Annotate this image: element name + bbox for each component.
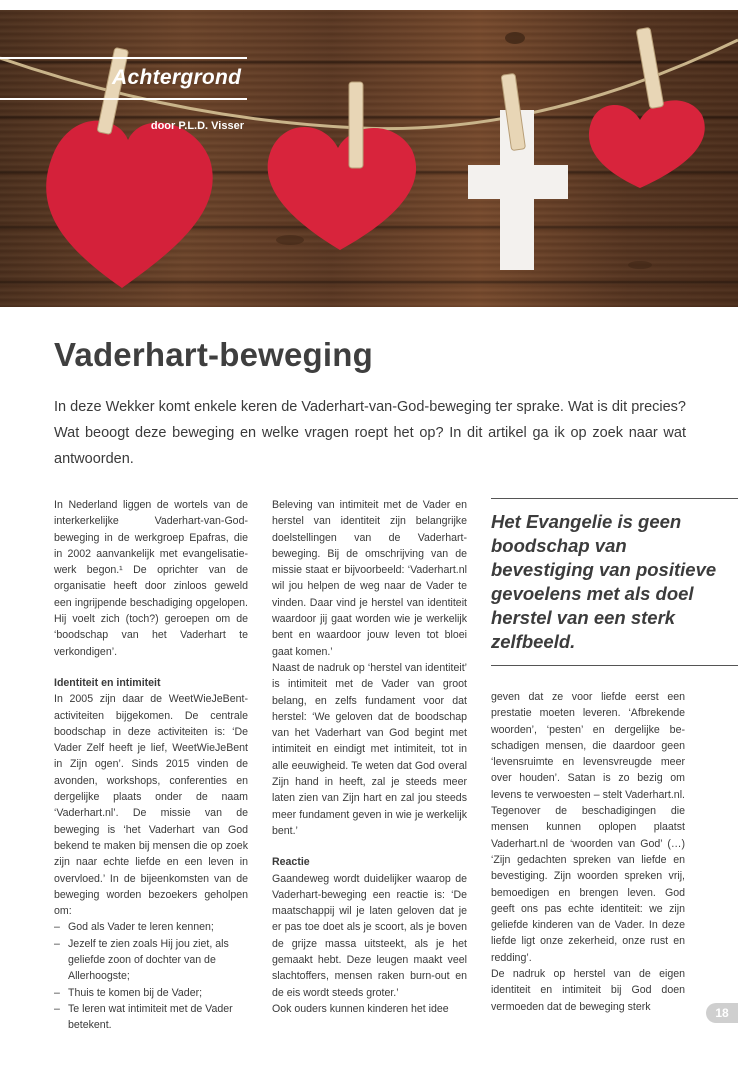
- paragraph: In 2005 zijn daar de WeetWieJeBent-activiteiten bijgekomen. De centrale boodschap in deze activiteiten is: ‘De Vader Zelf heeft je lief, WeetWieJeBent in Zijn ogen’. Sinds 2015 vinden de avonden, workshops, conferenties en dergelijke plaats onder de naam ‘Vaderhart.nl’. De missie van de beweging is ‘het Vaderhart van God bekend te maken bij mensen die op zoek zijn naar echte liefde en een leven in overvloed.’ In de bijeenkomsten van de beweging worden bezoekers geholpen om:: [54, 693, 248, 918]
- paragraph: Ook ouders kunnen kinderen het idee: [272, 1002, 449, 1015]
- subheading-reactie: Reactie: [272, 856, 310, 869]
- goal-list: [54, 919, 248, 1033]
- heart-2-icon: [268, 127, 416, 250]
- column-2: [272, 497, 467, 1017]
- column-1: [54, 497, 248, 1034]
- hearts-and-cross-illustration: [0, 10, 738, 307]
- paragraph: geven dat ze voor liefde eerst een prestatie moeten leveren. ‘Afbrekende woorden’, ‘pesten’ en dergelijke beschadigen mensen, die daardoor geen ‘levensruimte en levensvreugde meer over houden’. Satan is zo bezig om levens te verwoesten – stelt Vaderhart.nl. Tegenover de beschadigingen die mensen kunnen oplopen plaatst Vaderhart.nl de ‘woorden van God’ (…) ‘Zijn gedachten spreken van liefde en bevestiging. Zijn woorden spreken vrij, bemoedigen en brengen leven. God geeft ons pas echte identiteit: we zijn geliefde kinderen van de Vader. In deze liefde ligt onze zekerheid, onze rust en redding’.: [491, 691, 685, 964]
- section-rule-top: [0, 57, 247, 59]
- paragraph: Beleving van intimiteit met de Vader en herstel van identiteit zijn belangrijke doelstellingen van de Vaderhart-beweging. Bij de omschrijving van de missie staat er bijvoorbeeld: ‘Vaderhart.nl wil jou helpen de weg naar de Vader te vinden. Daar vind je herstel van identiteit waardoor jij gaat worden wie je werkelijk bent en waardoor jouw leven tot bloei gaat komen.’: [272, 499, 467, 658]
- list-item: – God als Vader te leren kennen;: [54, 919, 248, 935]
- paragraph: Gaandeweg wordt duidelijker waarop de Vaderhart-beweging een reactie is: ‘De maatschappij wil je laten geloven dat je er pas toe doet als je scoort, als je boven de grijze massa uitsteekt, als je het gemaakt hebt. Deze leugen maakt veel slachtoffers, mensen raken burn-out en de eis wordt steeds groter.’: [272, 872, 467, 999]
- column-3: [491, 689, 685, 1015]
- list-item: – Jezelf te zien zoals Hij jou ziet, als geliefde zoon of dochter van de Allerhoogste;: [54, 936, 248, 985]
- list-item: – Te leren wat intimiteit met de Vader betekent.: [54, 1001, 248, 1034]
- page-number: 18: [706, 1003, 738, 1023]
- heart-1-icon: [46, 121, 213, 288]
- paragraph: In Nederland liggen de wortels van de interkerkelijke Vaderhart-van-God-beweging in de werkgroep Epafras, die in 2002 aanvankelijk met evangelisatiewerk begon.¹ De oprichter van de organisatie heeft door zinloos geweld een ingrijpende beschadiging opgelopen. Hij voelt zich (toch?) geroepen om de ‘boodschap van het Vaderhart te verkondigen’.: [54, 499, 248, 658]
- header-photo: [0, 10, 738, 307]
- list-item: – Thuis te komen bij de Vader;: [54, 985, 248, 1001]
- pullquote-rule-bottom: [491, 665, 738, 666]
- paragraph: Naast de nadruk op ‘herstel van identiteit’ is intimiteit met de Vader van groot belang, en zelfs fundament voor dat herstel: ‘We geloven dat de boodschap van het Vaderhart van God begint met intimiteit en eindigt met intimiteit, tot in alle eeuwigheid. Te weten dat God overal Zijn hand in heeft, zal je steeds meer laten zien van Zijn hart en zal jou steeds meer fundament geven in wie je werkelijk bent.’: [272, 661, 467, 837]
- pullquote: Het Evangelie is geen boodschap van bevestiging van positieve gevoelens met als doel herstel van een sterk zelfbeeld.: [491, 511, 717, 652]
- section-rule-bottom: [0, 98, 247, 100]
- heart-3-icon: [589, 100, 705, 188]
- section-label: Achtergrond: [112, 66, 242, 89]
- subheading-identiteit: Identiteit en intimiteit: [54, 676, 161, 689]
- paragraph: De nadruk op herstel van de eigen identiteit en intimiteit bij God doen vermoeden dat de beweging sterk: [491, 968, 685, 1013]
- article-title: Vaderhart-beweging: [54, 336, 374, 373]
- pullquote-rule-top: [491, 498, 738, 499]
- article-lead: In deze Wekker komt enkele keren de Vaderhart-van-God-beweging ter sprake. Wat is dit precies? Wat beoogt deze beweging en welke vragen roept het op? In dit artikel ga ik op zoek naar wat antwoorden.: [54, 399, 686, 467]
- byline: door P.L.D. Visser: [150, 120, 244, 132]
